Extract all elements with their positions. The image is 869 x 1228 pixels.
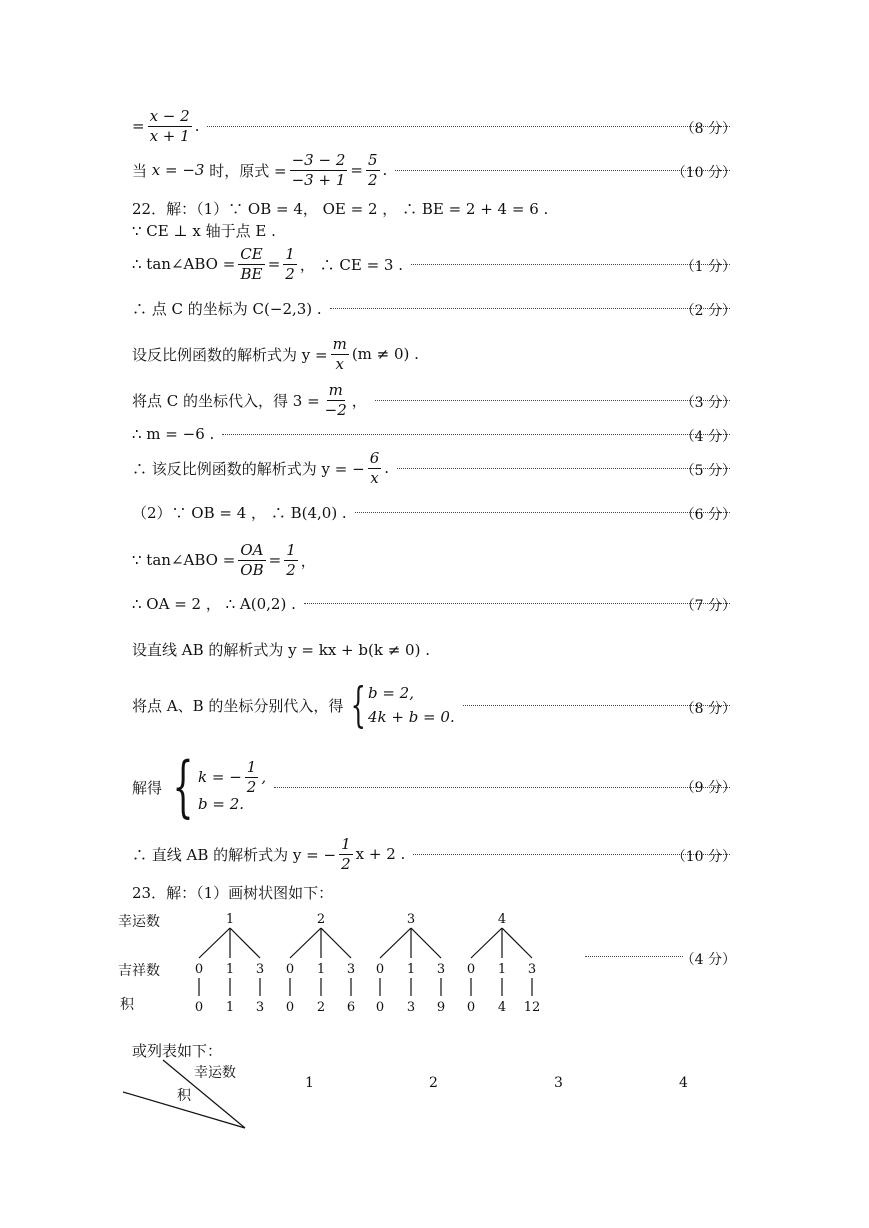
- fraction: $\frac{CE}{BE}$: [240, 245, 263, 283]
- step-line-result: ∴ 直线 AB 的解析式为 y = − $\frac{1}{2}$ x + 2 .: [132, 838, 738, 870]
- step-solve: 解得 { k = − $\frac{1}{2}$ , b = 2.: [132, 752, 738, 822]
- score-label: （10 分）: [671, 849, 736, 865]
- score-label: （4 分）: [680, 429, 736, 445]
- table-col-header: 3: [554, 1075, 563, 1091]
- tree-node-auspicious: 3: [527, 962, 537, 977]
- equals-sign: =: [132, 117, 145, 135]
- tree-node-product: 3: [406, 1000, 416, 1015]
- fraction: $\frac{6}{x}$: [369, 449, 380, 487]
- tree-label-product: 积: [120, 997, 134, 1013]
- tree-node-auspicious: 1: [497, 962, 507, 977]
- fraction: $\frac{1}{2}$: [286, 541, 296, 579]
- tree-node-lucky: 2: [316, 912, 326, 927]
- tree-node-product: 6: [346, 1000, 356, 1015]
- step-substitute: 当 x = −3 时，原式 = $\frac{-3 - 2}{-3 + 1}$ = $\frac{5}{2}$ .: [132, 154, 738, 186]
- tree-node-auspicious: 3: [346, 962, 356, 977]
- tree-node-auspicious: 0: [285, 962, 295, 977]
- score-label: （4 分）: [680, 952, 736, 968]
- step-simplified: = $\frac{x - 2}{x + 1}$ .: [132, 110, 738, 142]
- score-label: （8 分）: [680, 121, 736, 137]
- step-set-function: 设反比例函数的解析式为 y = $\frac{m}{x}$ (m ≠ 0) .: [132, 335, 419, 373]
- score-label: （2 分）: [680, 303, 736, 319]
- tree-label-lucky: 幸运数: [118, 914, 160, 930]
- fraction: $\frac{x - 2}{x + 1}$: [149, 107, 190, 145]
- step-tangent: ∴ tan∠ABO = $\frac{CE}{BE}$ = $\frac{1}{2}$ ， ∴ CE = 3 .: [132, 248, 738, 280]
- fraction: $\frac{m}{x}$: [332, 335, 347, 373]
- problem-22-header: 22．解：（1）∵ OB = 4， OE = 2 ， ∴ BE = 2 + 4 = 6 .: [132, 199, 549, 218]
- tree-node-product: 0: [375, 1000, 385, 1015]
- tree-node-auspicious: 1: [316, 962, 326, 977]
- step-substitute-c: 将点 C 的坐标代入，得 3 = $\frac{m}{-2}$ ，: [132, 384, 738, 416]
- brace: {: [172, 748, 194, 825]
- score-label: （8 分）: [680, 701, 736, 717]
- fraction: $\frac{1}{2}$: [341, 835, 351, 873]
- step-function-result: ∴ 该反比例函数的解析式为 y = − $\frac{6}{x}$ .: [132, 452, 738, 484]
- score-label: （1 分）: [680, 259, 736, 275]
- tree-node-product: 9: [436, 1000, 446, 1015]
- score-label: （3 分）: [680, 395, 736, 411]
- table-intro: 或列表如下：: [132, 1042, 223, 1060]
- tree-node-lucky: 3: [406, 912, 416, 927]
- tree-node-product: 0: [466, 1000, 476, 1015]
- tree-node-auspicious: 0: [466, 962, 476, 977]
- tree-node-auspicious: 0: [375, 962, 385, 977]
- table-header-product: 积: [177, 1088, 191, 1104]
- tree-node-product: 4: [497, 1000, 507, 1015]
- tree-node-product: 0: [285, 1000, 295, 1015]
- tree-node-lucky: 1: [225, 912, 235, 927]
- score-label: （5 分）: [680, 463, 736, 479]
- tree-node-lucky: 4: [497, 912, 507, 927]
- table-col-header: 1: [305, 1075, 314, 1091]
- tree-node-product: 2: [316, 1000, 326, 1015]
- step-part2-b: （2）∵ OB = 4 ， ∴ B(4,0) .: [132, 496, 738, 528]
- score-label: （10 分）: [671, 165, 736, 181]
- tree-node-auspicious: 3: [436, 962, 446, 977]
- step-point-a: ∴ OA = 2 ， ∴ A(0,2) .: [132, 587, 738, 619]
- tree-node-auspicious: 1: [406, 962, 416, 977]
- problem-23-header: 23．解：（1）画树状图如下：: [132, 883, 334, 902]
- tree-node-auspicious: 0: [194, 962, 204, 977]
- step-set-line: 设直线 AB 的解析式为 y = kx + b(k ≠ 0) .: [132, 640, 430, 659]
- equation-system: b = 2, 4k + b = 0.: [367, 684, 455, 726]
- tree-node-product: 12: [523, 1000, 541, 1015]
- step-point-c: ∴ 点 C 的坐标为 C(−2,3) .: [132, 292, 738, 324]
- equation-system: k = − $\frac{1}{2}$ , b = 2.: [198, 758, 267, 814]
- tree-node-auspicious: 3: [255, 962, 265, 977]
- step-substitute-ab: 将点 A、B 的坐标分别代入，得 { b = 2, 4k + b = 0.: [132, 680, 738, 730]
- step-m-value: ∴ m = −6 .: [132, 418, 738, 450]
- fraction: $\frac{-3 - 2}{-3 + 1}$: [291, 151, 346, 189]
- fraction: $\frac{1}{2}$: [285, 245, 295, 283]
- tree-label-auspicious: 吉祥数: [118, 963, 160, 979]
- score-label: （9 分）: [680, 780, 736, 796]
- step-perpendicular: ∵ CE ⊥ x 轴于点 E .: [132, 221, 276, 240]
- table-col-header: 2: [429, 1075, 438, 1091]
- step-part2-tangent: ∵ tan∠ABO = $\frac{OA}{OB}$ = $\frac{1}{2}$ ，: [132, 541, 316, 579]
- score-label: （7 分）: [680, 598, 736, 614]
- table-col-header: 4: [679, 1075, 688, 1091]
- fraction: $\frac{m}{-2}$: [324, 381, 347, 419]
- tree-node-product: 1: [225, 1000, 235, 1015]
- fraction: $\frac{5}{2}$: [367, 151, 378, 189]
- table-header-lucky: 幸运数: [194, 1065, 236, 1081]
- brace: {: [351, 677, 367, 733]
- tree-node-product: 3: [255, 1000, 265, 1015]
- score-label: （6 分）: [680, 507, 736, 523]
- tree-node-auspicious: 1: [225, 962, 235, 977]
- fraction: $\frac{OA}{OB}$: [240, 541, 264, 579]
- tree-node-product: 0: [194, 1000, 204, 1015]
